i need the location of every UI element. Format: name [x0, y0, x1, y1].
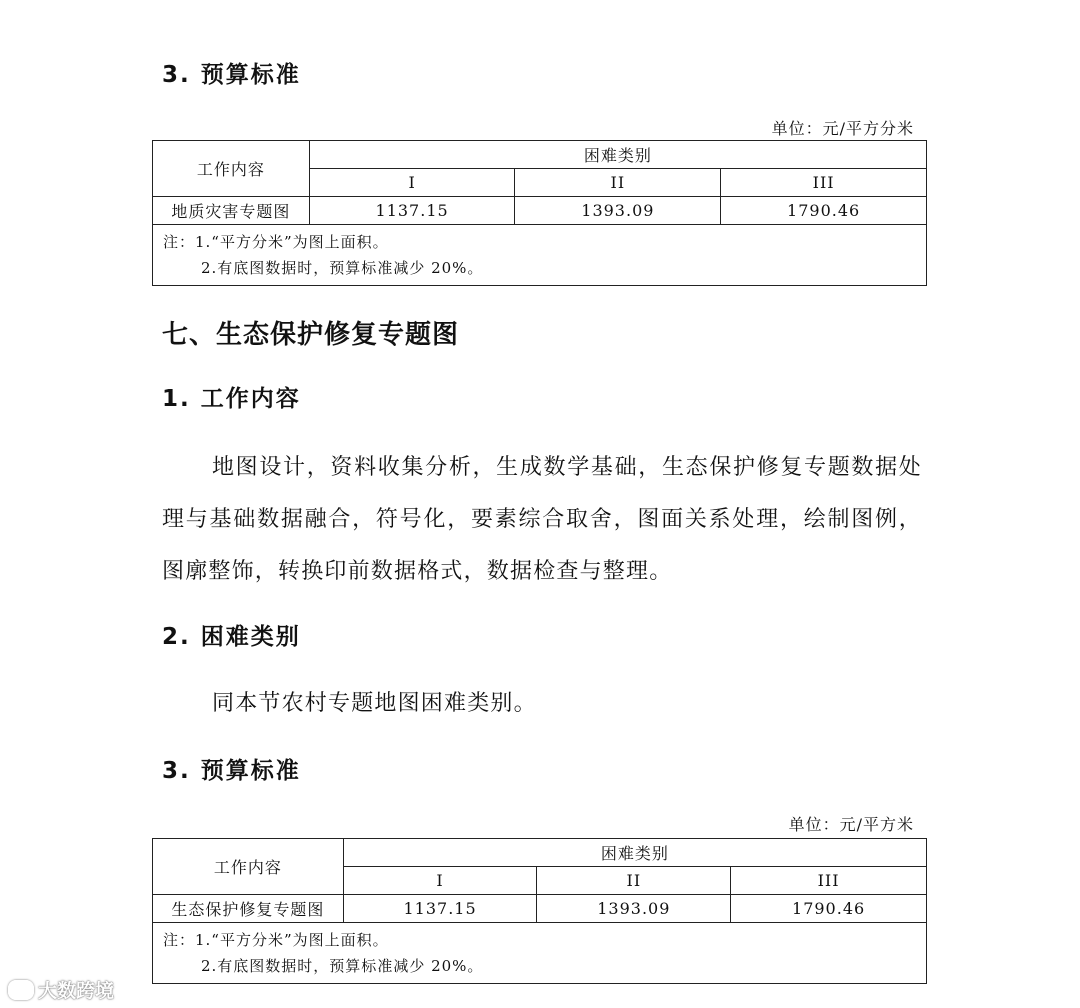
row-label: 地质灾害专题图	[153, 197, 310, 225]
note-line-2: 2.有底图数据时，预算标准减少 20%。	[201, 957, 484, 975]
budget-table-2	[152, 838, 927, 984]
value-level-3: 1790.46	[731, 895, 927, 923]
header-level-3: III	[721, 169, 927, 197]
watermark	[8, 976, 114, 1003]
budget-table-1	[152, 140, 927, 286]
section-heading-work: 1. 工作内容	[162, 386, 301, 412]
section-heading-difficulty: 2. 困难类别	[162, 624, 301, 650]
section-heading-budget-1: 3. 预算标准	[162, 62, 301, 88]
chapter-title: 七、生态保护修复专题图	[162, 320, 460, 350]
note-line-1: 注：1.“平方分米”为图上面积。	[163, 931, 389, 949]
watermark-text: 大数跨境	[38, 980, 115, 1002]
note-line-1: 注：1.“平方分米”为图上面积。	[163, 233, 389, 251]
note-line-2: 2.有底图数据时，预算标准减少 20%。	[201, 259, 484, 277]
value-level-2: 1393.09	[515, 197, 721, 225]
header-difficulty: 困难类别	[343, 839, 926, 867]
section-heading-budget-2: 3. 预算标准	[162, 758, 301, 784]
value-level-1: 1137.15	[343, 895, 537, 923]
header-work-content: 工作内容	[153, 839, 344, 895]
row-label: 生态保护修复专题图	[153, 895, 344, 923]
header-level-2: II	[537, 867, 731, 895]
value-level-1: 1137.15	[309, 197, 515, 225]
work-content-paragraph: 地图设计，资料收集分析，生成数学基础，生态保护修复专题数据处理与基础数据融合，符号化，要素综合取舍，图面关系处理，绘制图例，图廓整饰，转换印前数据格式，数据检查与整理。	[162, 455, 922, 584]
unit-label-2: 单位：元/平方米	[788, 815, 914, 834]
header-level-2: II	[515, 169, 721, 197]
value-level-3: 1790.46	[721, 197, 927, 225]
watermark-logo-icon	[8, 980, 34, 1000]
header-level-1: I	[309, 169, 515, 197]
table-notes	[153, 923, 927, 984]
value-level-2: 1393.09	[537, 895, 731, 923]
header-work-content: 工作内容	[153, 141, 310, 197]
difficulty-paragraph: 同本节农村专题地图困难类别。	[212, 691, 537, 716]
unit-label-1: 单位：元/平方分米	[771, 119, 914, 138]
header-difficulty: 困难类别	[309, 141, 926, 169]
header-level-1: I	[343, 867, 537, 895]
table-notes	[153, 225, 927, 286]
header-level-3: III	[731, 867, 927, 895]
